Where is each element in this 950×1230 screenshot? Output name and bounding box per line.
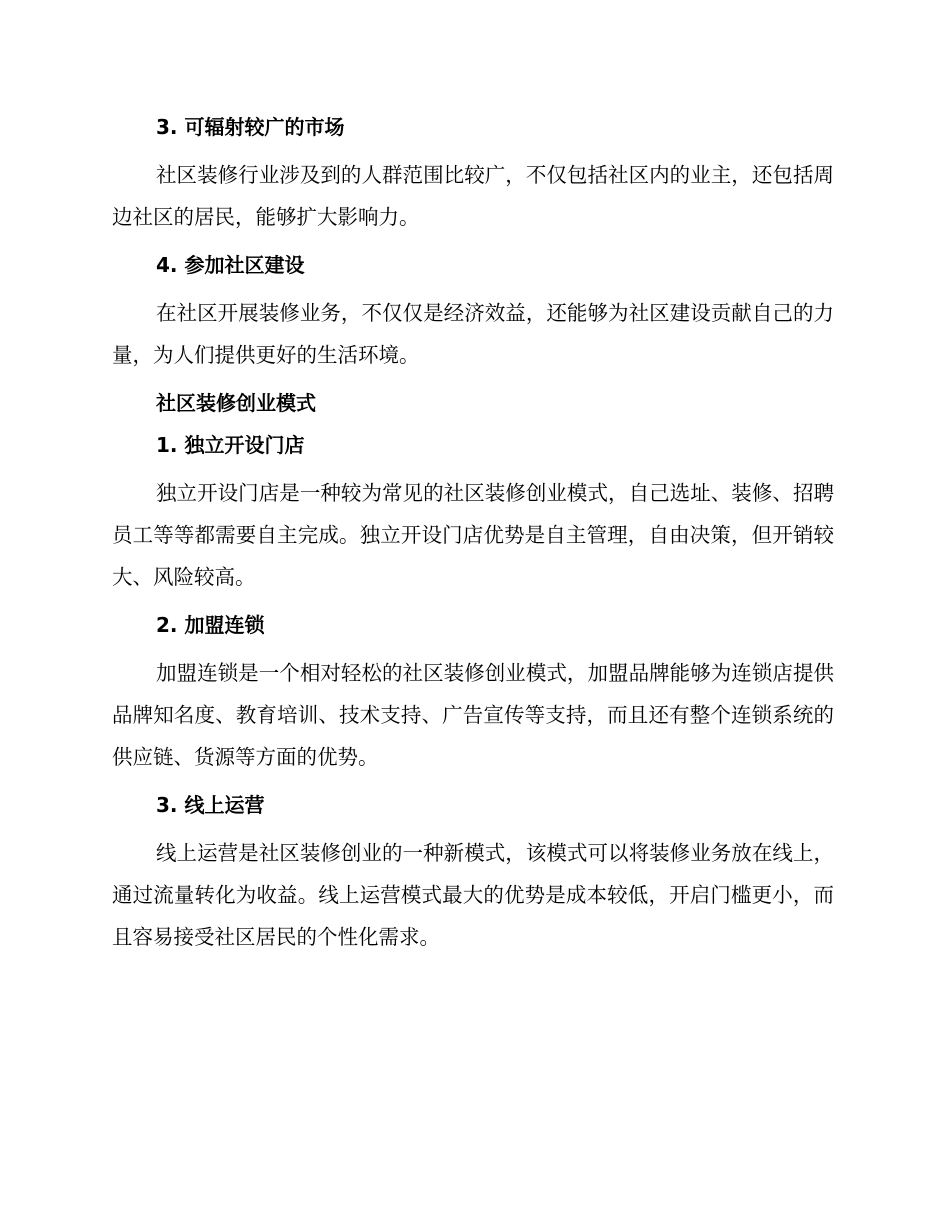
body-paragraph: 线上运营是社区装修创业的一种新模式，该模式可以将装修业务放在线上，通过流量转化为收益。线上运营模式最大的优势是成本较低，开启门槛更小，而且容易接受社区居民的个性化需求。: [112, 841, 834, 949]
section-heading: 4. 参加社区建设: [156, 253, 305, 277]
body-paragraph: 在社区开展装修业务，不仅仅是经济效益，还能够为社区建设贡献自己的力量，为人们提供更好的生活环境。: [112, 301, 834, 367]
section-heading: 1. 独立开设门店: [156, 433, 305, 457]
body-paragraph: 社区装修行业涉及到的人群范围比较广，不仅包括社区内的业主，还包括周边社区的居民，能够扩大影响力。: [112, 163, 834, 229]
section-heading: 3. 可辐射较广的市场: [156, 115, 345, 139]
section-heading: 2. 加盟连锁: [156, 613, 265, 637]
section-heading: 3. 线上运营: [156, 793, 265, 817]
body-paragraph: 独立开设门店是一种较为常见的社区装修创业模式，自己选址、装修、招聘员工等等都需要自主完成。独立开设门店优势是自主管理，自由决策，但开销较大、风险较高。: [112, 481, 834, 589]
document-body: [112, 112, 834, 958]
body-paragraph: 加盟连锁是一个相对轻松的社区装修创业模式，加盟品牌能够为连锁店提供品牌知名度、教育培训、技术支持、广告宣传等支持，而且还有整个连锁系统的供应链、货源等方面的优势。: [112, 661, 834, 769]
chapter-heading: 社区装修创业模式: [156, 391, 316, 415]
